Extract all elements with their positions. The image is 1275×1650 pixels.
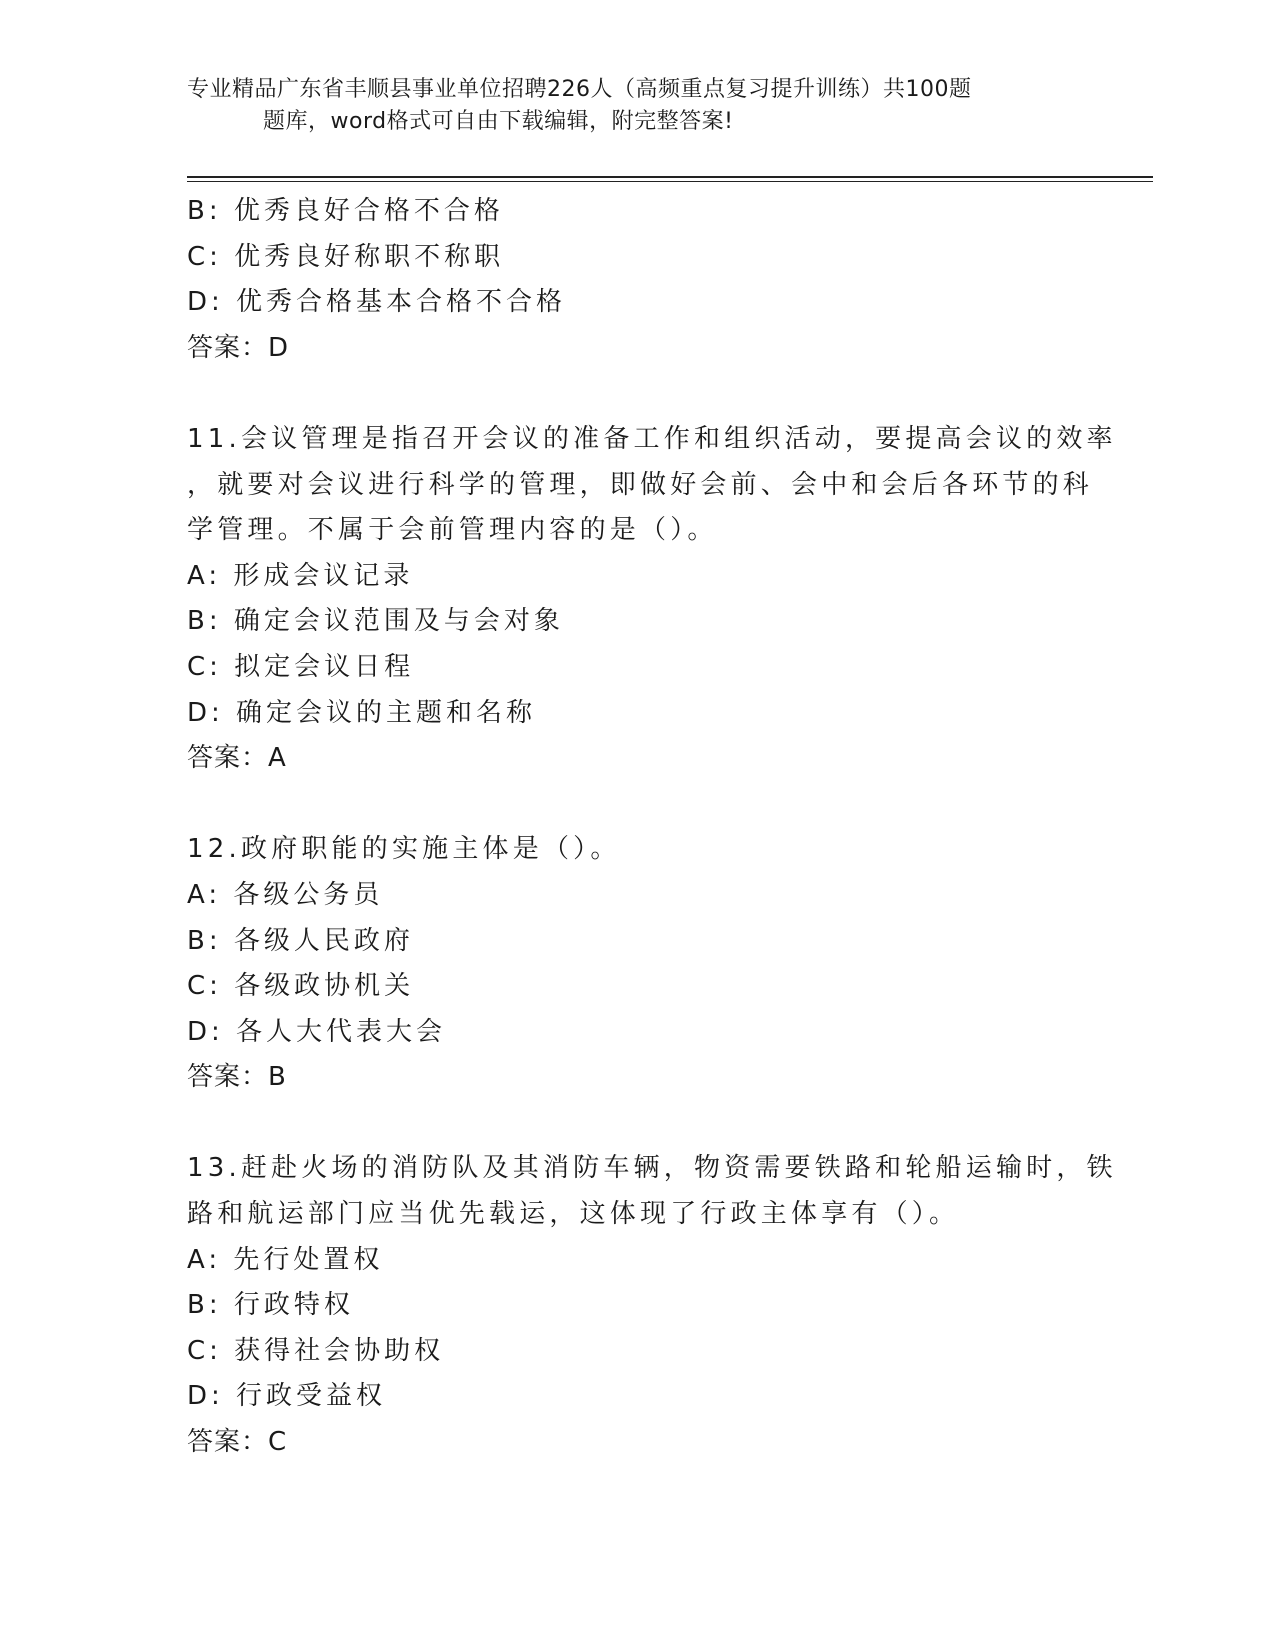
- option-c: C: 获得社会协助权: [187, 1335, 445, 1366]
- question-text-line: 11.会议管理是指召开会议的准备工作和组织活动，要提高会议的效率: [187, 423, 1117, 454]
- question-13-block: [187, 1146, 1117, 1465]
- header-divider-thick: [187, 176, 1153, 178]
- option-b: B: 优秀良好合格不合格: [187, 196, 504, 226]
- question-11-block: [187, 417, 1117, 782]
- option-a: A: 先行处置权: [187, 1244, 384, 1275]
- answer-line: 答案：A: [187, 743, 287, 774]
- option-b: B: 行政特权: [187, 1290, 354, 1321]
- spacer: [187, 371, 1087, 417]
- option-c: C: 拟定会议日程: [187, 651, 415, 682]
- question-12-block: [187, 827, 1087, 1101]
- option-b: B: 各级人民政府: [187, 925, 414, 956]
- page-header: [187, 74, 1067, 138]
- question-text-line: 12.政府职能的实施主体是（）。: [187, 834, 621, 865]
- spacer: [187, 1101, 1087, 1147]
- answer-line: 答案：B: [187, 1062, 287, 1093]
- answer-line: 答案：C: [187, 1427, 288, 1458]
- answer-line: 答案：D: [187, 332, 290, 363]
- option-c: C: 各级政协机关: [187, 971, 415, 1002]
- option-c: C: 优秀良好称职不称职: [187, 241, 505, 272]
- header-divider-thin: [187, 181, 1153, 182]
- question-text-line: 13.赶赴火场的消防队及其消防车辆，物资需要铁路和轮船运输时，铁: [187, 1153, 1117, 1184]
- option-d: D: 确定会议的主题和名称: [187, 697, 537, 728]
- question-text-line: 学管理。不属于会前管理内容的是（）。: [187, 515, 718, 546]
- option-a: A: 形成会议记录: [187, 560, 414, 591]
- option-a: A: 各级公务员: [187, 879, 384, 910]
- question-content: [187, 189, 1117, 1466]
- prev-question-block: [187, 189, 1087, 371]
- question-text-line: ，就要对会议进行科学的管理，即做好会前、会中和会后各环节的科: [187, 469, 1094, 500]
- question-text-line: 路和航运部门应当优先载运，这体现了行政主体享有（）。: [187, 1199, 960, 1230]
- option-d: D: 行政受益权: [187, 1381, 387, 1412]
- option-d: D: 各人大代表大会: [187, 1016, 447, 1047]
- header-title-line1: 专业精品广东省丰顺县事业单位招聘226人（高频重点复习提升训练）共100题: [187, 77, 972, 102]
- option-b: B: 确定会议范围及与会对象: [187, 606, 564, 637]
- header-title-line2: 题库，word格式可自由下载编辑，附完整答案!: [263, 109, 734, 134]
- spacer: [187, 782, 1087, 828]
- option-d: D: 优秀合格基本合格不合格: [187, 287, 567, 318]
